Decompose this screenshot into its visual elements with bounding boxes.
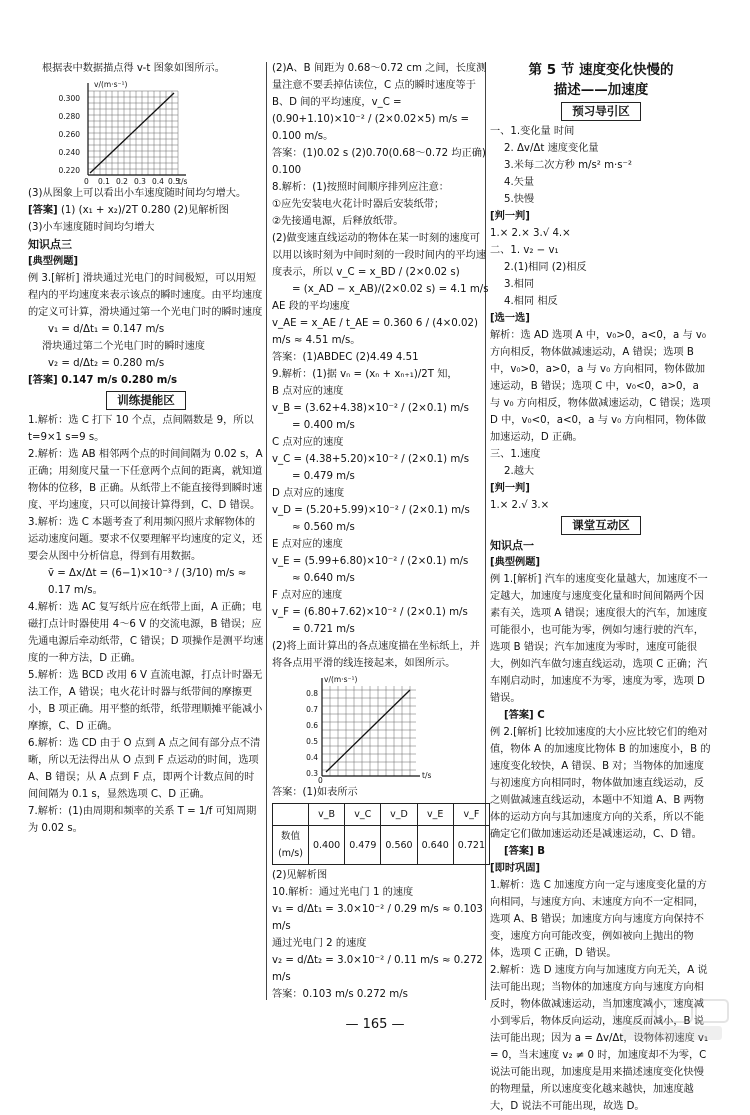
column-right [490,60,712,1115]
paragraph: 8.解析：(1)按照时间顺序排列应注意： [272,182,449,193]
answer: [答案] C [504,710,545,721]
y-axis-label: v/(m·s⁻¹) [94,80,128,89]
column-divider [266,62,267,1000]
paragraph: (3)小车速度随时间均匀增大 [28,222,155,233]
paragraph: 3.米每二次方秒 m/s² m·s⁻² [504,160,632,171]
equation: v₁ = d/Δt₁ = 0.147 m/s [48,324,165,335]
equation: v₂ = d/Δt₂ = 0.280 m/s [48,358,165,369]
x-tick: 0.5 [168,177,180,185]
paragraph: (2)将上面计算出的各点速度描在坐标纸上，并将各点用平滑的线连接起来，如图所示。 [272,641,480,669]
table-cell: v_F [453,804,489,826]
section-heading: 知识点一 [490,539,534,552]
paragraph: 二、1. v₂ − v₁ [490,245,559,256]
x-axis-label: t/s [422,771,432,780]
table-cell: v_D [381,804,417,826]
y-tick: 0.300 [58,94,80,103]
y-tick: 0.3 [306,769,318,778]
paragraph: 三、1.速度 [490,449,541,460]
equation: = 0.721 m/s [292,624,355,635]
section-title: 描述——加速度 [553,82,649,98]
paragraph: ①应先安装电火花计时器后安装纸带； [272,199,445,210]
paragraph: 1.解析：选 C 加速度方向一定与速度变化量的方向相同，与速度方向、末速度方向不一定相同，选项 A、B 错误；加速度方向与速度方向保持不变，速度方向可能改变，例如被向上抛出的物体，选项 C 正确，D 错误。 [490,880,707,959]
paragraph: 2. Δv/Δt 速度变化量 [504,143,599,154]
x-tick: 0.2 [116,177,128,185]
paragraph: (2)A、B 间距为 0.68～0.72 cm 之间，长度测量注意不要丢掉估读位，C 点的瞬时速度等于 B、D 间的平均速度，v_C = (0.90+1.10)×10⁻² / (2×0.02×5) m/s = 0.100 m/s。 [272,63,487,142]
section-title: 第 5 节 速度变化快慢的 [528,62,674,78]
subheading: [判一判] [490,211,530,222]
x-tick: 0.3 [134,177,146,185]
table-cell: v_C [345,804,381,826]
answer: 答案：0.103 m/s 0.272 m/s [272,989,408,1000]
table-cell: 0.560 [381,826,417,865]
paragraph: 3.解析：选 C 本题考查了利用频闪照片求解物体的运动速度问题。要求不仅要理解平均速度的定义，还要会从图中分析信息，得到有用数据。 [28,517,263,562]
paragraph: (2)见解析图 [272,870,328,881]
answer: [答案] 0.147 m/s 0.280 m/s [28,375,178,386]
equation: v_D = (5.20+5.99)×10⁻² / (2×0.1) m/s [272,505,470,516]
paragraph: D 点对应的速度 [272,488,345,499]
column-left [28,60,264,837]
equation: v_B = (3.62+4.38)×10⁻² / (2×0.1) m/s [272,403,469,414]
paragraph: 5.快慢 [504,194,535,205]
answer: 答案：(1)0.02 s (2)0.70(0.68～0.72 均正确) 0.100 [272,148,486,176]
equation: = (x_AD − x_AB)/(2×0.02 s) = 4.1 m/s [292,284,489,295]
subheading: [典型例题] [490,557,541,568]
boxed-heading: 课堂互动区 [561,516,641,535]
paragraph: (2)做变速直线运动的物体在某一时刻的速度可以用以该时刻为中间时刻的一段时间内的平均速度表示，所以 v_C = x_BD / (2×0.02 s) [272,233,486,278]
velocity-table [272,803,490,865]
table-row [273,804,490,826]
x-tick: 0 [318,776,323,784]
section-heading: 知识点三 [28,238,72,251]
y-tick: 0.280 [58,112,80,121]
velocity-time-graph [272,672,490,784]
column-middle [272,60,490,1003]
table-cell: 0.640 [417,826,453,865]
subheading: [选一选] [490,313,530,324]
table-cell: 0.479 [345,826,381,865]
paragraph: 5.解析：选 BCD 改用 6 V 直流电源，打点计时器无法工作，A 错误；电火花计时器与纸带间的摩擦更小，B 项正确。用平整的纸带，纸带理顺摊平能减小摩擦，C、D 正确。 [28,670,263,732]
equation: ≈ 0.640 m/s [292,573,355,584]
x-tick: 0 [84,177,89,185]
equation: = 0.479 m/s [292,471,355,482]
answer: [答案] B [504,846,545,857]
x-axis-label: t/s [178,177,188,185]
fit-line [326,690,410,772]
subheading: [典型例题] [28,256,79,267]
equation: v̄ = Δx/Δt = (6−1)×10⁻³ / (3/10) m/s ≈ 0.17 m/s。 [48,568,247,596]
paragraph: 9.解析：(1)据 vₙ = (xₙ + xₙ₊₁)/2T 知， [272,369,458,380]
paragraph: (3)从图象上可以看出小车速度随时间均匀增大。 [28,188,247,199]
paragraph: 通过光电门 2 的速度 [272,938,367,949]
equation: v₁ = d/Δt₁ = 3.0×10⁻² / 0.29 m/s ≈ 0.103 m/s [272,904,483,932]
y-axis-label: v/(m·s⁻¹) [324,675,358,684]
y-tick: 0.220 [58,166,80,175]
table-cell: v_B [308,804,344,826]
boxed-heading: 预习导引区 [561,102,641,121]
y-tick: 0.260 [58,130,80,139]
paragraph: 10.解析：通过光电门 1 的速度 [272,887,414,898]
paragraph: 一、1.变化量 时间 [490,126,575,137]
equation: v_AE = x_AE / t_AE = 0.360 6 / (4×0.02) m/s ≈ 4.51 m/s。 [272,318,478,346]
table-cell: 0.721 [453,826,489,865]
equation: v_E = (5.99+6.80)×10⁻² / (2×0.1) m/s [272,556,469,567]
paragraph: 2.越大 [504,466,535,477]
answer: 答案：(1)ABDEC (2)4.49 4.51 [272,352,419,363]
paragraph: 1.解析：选 C 打下 10 个点，点间隔数是 9，所以 t=9×1 s=9 s。 [28,415,254,443]
paragraph: 2.解析：选 AB 相邻两个点的时间间隔为 0.02 s，A 正确；用刻度尺量一下任意两个点间的距离，就知道物体的位移，B 正确。从纸带上不能直接得到瞬时速度、平均速度，只可以间接计算得到，C、D 错误。 [28,449,263,511]
paragraph: 滑块通过第二个光电门时的瞬时速度 [42,341,205,352]
table-cell: 0.400 [308,826,344,865]
velocity-time-graph [28,77,264,185]
subheading: [判一判] [490,483,530,494]
table-cell: 数值 (m/s) [273,826,309,865]
subheading: [即时巩固] [490,863,541,874]
answer-label: [答案] [28,205,58,216]
paragraph: 例 3.[解析] 滑块通过光电门的时间极短，可以用短程内的平均速度来表示该点的瞬时速度。由平均速度的定义可计算，滑块通过第一个光电门时的瞬时速度 [28,273,263,318]
paragraph: 4.解析：选 AC 复写纸片应在纸带上面，A 正确；电磁打点计时器使用 4～6 V 的交流电源，B 错误；应先通电源后牵动纸带，C 错误；D 项操作是测平均速度的一种方法，D 正确。 [28,602,264,664]
x-tick: 0.1 [98,177,110,185]
y-tick: 0.5 [306,737,318,746]
equation: ≈ 0.560 m/s [292,522,355,533]
equation: v_F = (6.80+7.62)×10⁻² / (2×0.1) m/s [272,607,468,618]
paragraph: 1.× 2.√ 3.× [490,500,550,511]
answer: 答案：(1)如表所示 [272,787,358,798]
table-row [273,826,490,865]
table-cell: v_E [417,804,453,826]
paragraph: ②先接通电源，后释放纸带。 [272,216,404,227]
equation: v₂ = d/Δt₂ = 3.0×10⁻² / 0.11 m/s ≈ 0.272 m/s [272,955,483,983]
paragraph: E 点对应的速度 [272,539,343,550]
paragraph: 例 2.[解析] 比较加速度的大小应比较它们的绝对值，物体 A 的加速度比物体 B 的加速度小，B 的速度变化较快，A 错误、B 对；当物体的加速度与初速度方向相同时，物体做加速直线运动，反之则做减速直线运动，本题中不知道 A、B 两物体的运动方向与其加速度方向的关系，所以不能确定它们做加速运动还是减速运动，C、D 错。 [490,727,711,840]
equation: = 0.400 m/s [292,420,355,431]
equation: v_C = (4.38+5.20)×10⁻² / (2×0.1) m/s [272,454,470,465]
y-tick: 0.6 [306,721,318,730]
paragraph: AE 段的平均速度 [272,301,350,312]
boxed-heading: 训练提能区 [106,391,186,410]
paragraph: B 点对应的速度 [272,386,344,397]
paragraph: 6.解析：选 CD 由于 O 点到 A 点之间有部分点不清晰，所以无法得出从 O 点到 F 点运动的时间，选项 A、B 错误；从 A 点到 F 点，即两个计数点间的时间间隔为 0.1 s，显然选项 C、D 正确。 [28,738,261,800]
paragraph: 解析：选 AD 选项 A 中，v₀>0，a<0，a 与 v₀ 方向相反，物体做减速运动，A 错误；选项 B 中，v₀>0，a>0，a 与 v₀ 方向相同，物体做加速运动，B 错误；选项 C 中，v₀<0，a>0，a 与 v₀ 方向相反，物体做减速运动，C 错误；选项 D 中，v₀<0，a<0，a 与 v₀ 方向相同，物体做加速运动，D 正确。 [490,330,711,443]
paragraph: 7.解析：(1)由周期和频率的关系 T = 1/f 可知周期为 0.02 s。 [28,806,257,834]
paragraph: 4.矢量 [504,177,535,188]
paragraph: C 点对应的速度 [272,437,344,448]
paragraph: 4.相同 相反 [504,296,558,307]
paragraph: 例 1.[解析] 汽车的速度变化量越大，加速度不一定越大，加速度与速度变化量和时间间隔两个因素有关，选项 A 错误；速度很大的汽车，加速度可能很小，也可能为零，例如匀速行驶的汽车，选项 B 错误；汽车加速度为零时，速度可能很大，例如汽车做匀速直线运动，选项 C 正确；汽车刚启动时，加速度不为零，速度为零，选项 D 错误。 [490,574,708,704]
y-tick: 0.240 [58,148,80,157]
y-tick: 0.4 [306,753,318,762]
x-tick: 0.4 [152,177,164,185]
paragraph: F 点对应的速度 [272,590,343,601]
watermark-logo-icon [612,994,732,1046]
paragraph: 3.相同 [504,279,535,290]
y-tick: 0.8 [306,689,318,698]
paragraph: 1.× 2.× 3.√ 4.× [490,228,571,239]
table-cell [273,804,309,826]
y-tick: 0.7 [306,705,318,714]
answer-text: (1) (x₁ + x₂)/2T 0.280 (2)见解析图 [60,205,229,216]
paragraph: 根据表中数据描点得 v-t 图象如图所示。 [42,63,225,74]
paragraph: 2.(1)相同 (2)相反 [504,262,587,273]
paragraph: 2.解析：选 D 速度方向与加速度方向无关，A 说法可能出现；当物体的加速度方向与速度方向相反时，物体做减速运动，当加速度减小，速度减小到零后，物体反向运动，速度反而减小，B 说法可能出现；因为 a = Δv/Δt，设物体初速度 v₁ = 0，当末速度 v₂ ≠ 0 时，加速度却不为零，C 说法可能出现，加速度是用来描述速度变化快慢的物理量，所以速度变化越来越快，加速度越大，D 说法不可能出现，故选 D。 [490,965,709,1112]
page-number: — 165 — [345,1017,405,1032]
